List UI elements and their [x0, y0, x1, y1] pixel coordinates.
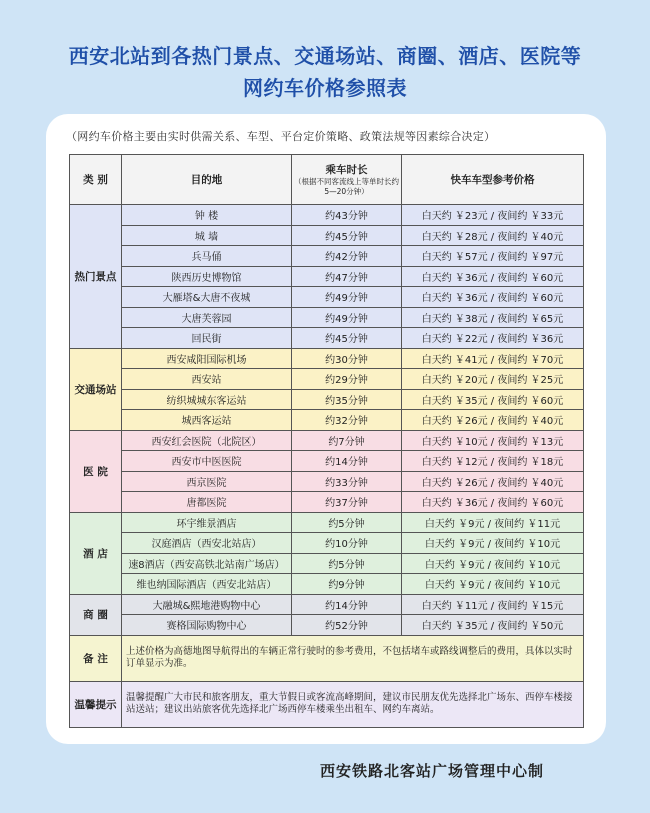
category-cell: 热门景点 — [70, 205, 122, 349]
price-cell: 白天约 ￥9元 / 夜间约 ￥10元 — [402, 553, 584, 574]
duration-cell: 约10分钟 — [292, 533, 402, 554]
destination-cell: 兵马俑 — [122, 246, 292, 267]
price-cell: 白天约 ￥35元 / 夜间约 ￥50元 — [402, 615, 584, 636]
duration-cell: 约7分钟 — [292, 430, 402, 451]
price-cell: 白天约 ￥9元 / 夜间约 ￥10元 — [402, 533, 584, 554]
duration-cell: 约47分钟 — [292, 266, 402, 287]
duration-cell: 约35分钟 — [292, 389, 402, 410]
table-header-row — [70, 155, 584, 205]
duration-cell: 约45分钟 — [292, 328, 402, 349]
table-body — [70, 205, 584, 636]
duration-cell: 约42分钟 — [292, 246, 402, 267]
tip-row — [70, 681, 584, 727]
duration-cell: 约5分钟 — [292, 553, 402, 574]
footer-issuer: 西安铁路北客站广场管理中心制 — [320, 762, 545, 780]
price-cell: 白天约 ￥11元 / 夜间约 ￥15元 — [402, 594, 584, 615]
table-row — [70, 328, 584, 349]
duration-cell: 约29分钟 — [292, 369, 402, 390]
destination-cell: 维也纳国际酒店（西安北站店） — [122, 574, 292, 595]
pricing-note: （网约车价格主要由实时供需关系、车型、平台定价策略、政策法规等因素综合决定） — [66, 130, 496, 143]
category-cell: 商 圈 — [70, 594, 122, 635]
remark-text: 上述价格为高德地图导航得出的车辆正常行驶时的参考费用，不包括堵车或路线调整后的费用，具体以实时订单显示为准。 — [122, 635, 584, 681]
destination-cell: 西京医院 — [122, 471, 292, 492]
tip-text: 温馨提醒广大市民和旅客朋友，重大节假日或客流高峰期间，建议市民朋友优先选择北广场东、西停车楼接站送站；建议出站旅客优先选择北广场西停车楼乘坐出租车、网约车离站。 — [122, 681, 584, 727]
table-row — [70, 369, 584, 390]
table-row — [70, 451, 584, 472]
destination-cell: 西安市中医医院 — [122, 451, 292, 472]
price-cell: 白天约 ￥26元 / 夜间约 ￥40元 — [402, 410, 584, 431]
title-line-2: 网约车价格参照表 — [243, 76, 407, 100]
duration-cell: 约14分钟 — [292, 451, 402, 472]
destination-cell: 西安红会医院（北院区） — [122, 430, 292, 451]
header-duration-note: （根据不同客流线上等单时长约5—20分钟） — [294, 177, 399, 196]
table-row — [70, 533, 584, 554]
price-cell: 白天约 ￥10元 / 夜间约 ￥13元 — [402, 430, 584, 451]
price-cell: 白天约 ￥26元 / 夜间约 ￥40元 — [402, 471, 584, 492]
header-duration — [292, 155, 402, 205]
table-row — [70, 492, 584, 513]
destination-cell: 城 墙 — [122, 225, 292, 246]
duration-cell: 约49分钟 — [292, 287, 402, 308]
page-title — [0, 40, 650, 104]
table-row — [70, 287, 584, 308]
category-cell: 交通场站 — [70, 348, 122, 430]
destination-cell: 唐都医院 — [122, 492, 292, 513]
destination-cell: 回民街 — [122, 328, 292, 349]
duration-cell: 约32分钟 — [292, 410, 402, 431]
category-cell: 医 院 — [70, 430, 122, 512]
table-row — [70, 307, 584, 328]
duration-cell: 约14分钟 — [292, 594, 402, 615]
price-cell: 白天约 ￥36元 / 夜间约 ￥60元 — [402, 287, 584, 308]
duration-cell: 约49分钟 — [292, 307, 402, 328]
destination-cell: 陕西历史博物馆 — [122, 266, 292, 287]
price-cell: 白天约 ￥36元 / 夜间约 ￥60元 — [402, 266, 584, 287]
table-row — [70, 430, 584, 451]
duration-cell: 约30分钟 — [292, 348, 402, 369]
destination-cell: 钟 楼 — [122, 205, 292, 226]
header-duration-label: 乘车时长 — [325, 164, 368, 176]
table-row — [70, 615, 584, 636]
price-cell: 白天约 ￥36元 / 夜间约 ￥60元 — [402, 492, 584, 513]
destination-cell: 城西客运站 — [122, 410, 292, 431]
header-destination: 目的地 — [122, 155, 292, 205]
price-cell: 白天约 ￥12元 / 夜间约 ￥18元 — [402, 451, 584, 472]
table-row — [70, 266, 584, 287]
remark-row — [70, 635, 584, 681]
price-table — [69, 154, 584, 728]
table-row — [70, 574, 584, 595]
destination-cell: 西安站 — [122, 369, 292, 390]
destination-cell: 大融城&熙地港购物中心 — [122, 594, 292, 615]
destination-cell: 赛格国际购物中心 — [122, 615, 292, 636]
price-cell: 白天约 ￥23元 / 夜间约 ￥33元 — [402, 205, 584, 226]
destination-cell: 大唐芙蓉园 — [122, 307, 292, 328]
table-row — [70, 553, 584, 574]
table-row — [70, 512, 584, 533]
tip-label: 温馨提示 — [70, 681, 122, 727]
header-price: 快车车型参考价格 — [402, 155, 584, 205]
duration-cell: 约43分钟 — [292, 205, 402, 226]
price-cell: 白天约 ￥22元 / 夜间约 ￥36元 — [402, 328, 584, 349]
destination-cell: 大雁塔&大唐不夜城 — [122, 287, 292, 308]
duration-cell: 约33分钟 — [292, 471, 402, 492]
price-cell: 白天约 ￥9元 / 夜间约 ￥11元 — [402, 512, 584, 533]
destination-cell: 汉庭酒店（西安北站店） — [122, 533, 292, 554]
destination-cell: 纺织城城东客运站 — [122, 389, 292, 410]
table-row — [70, 410, 584, 431]
price-cell: 白天约 ￥38元 / 夜间约 ￥65元 — [402, 307, 584, 328]
duration-cell: 约52分钟 — [292, 615, 402, 636]
price-cell: 白天约 ￥41元 / 夜间约 ￥70元 — [402, 348, 584, 369]
destination-cell: 速8酒店（西安高铁北站南广场店） — [122, 553, 292, 574]
price-cell: 白天约 ￥9元 / 夜间约 ￥10元 — [402, 574, 584, 595]
duration-cell: 约45分钟 — [292, 225, 402, 246]
duration-cell: 约37分钟 — [292, 492, 402, 513]
title-line-1: 西安北站到各热门景点、交通场站、商圈、酒店、医院等 — [68, 44, 582, 68]
table-row — [70, 594, 584, 615]
category-cell: 酒 店 — [70, 512, 122, 594]
destination-cell: 西安咸阳国际机场 — [122, 348, 292, 369]
duration-cell: 约9分钟 — [292, 574, 402, 595]
remark-label: 备 注 — [70, 635, 122, 681]
table-row — [70, 225, 584, 246]
header-category: 类 别 — [70, 155, 122, 205]
price-cell: 白天约 ￥20元 / 夜间约 ￥25元 — [402, 369, 584, 390]
price-cell: 白天约 ￥28元 / 夜间约 ￥40元 — [402, 225, 584, 246]
destination-cell: 环宇维景酒店 — [122, 512, 292, 533]
table-row — [70, 389, 584, 410]
table-row — [70, 246, 584, 267]
table-row — [70, 205, 584, 226]
price-cell: 白天约 ￥35元 / 夜间约 ￥60元 — [402, 389, 584, 410]
duration-cell: 约5分钟 — [292, 512, 402, 533]
table-row — [70, 348, 584, 369]
price-cell: 白天约 ￥57元 / 夜间约 ￥97元 — [402, 246, 584, 267]
table-row — [70, 471, 584, 492]
